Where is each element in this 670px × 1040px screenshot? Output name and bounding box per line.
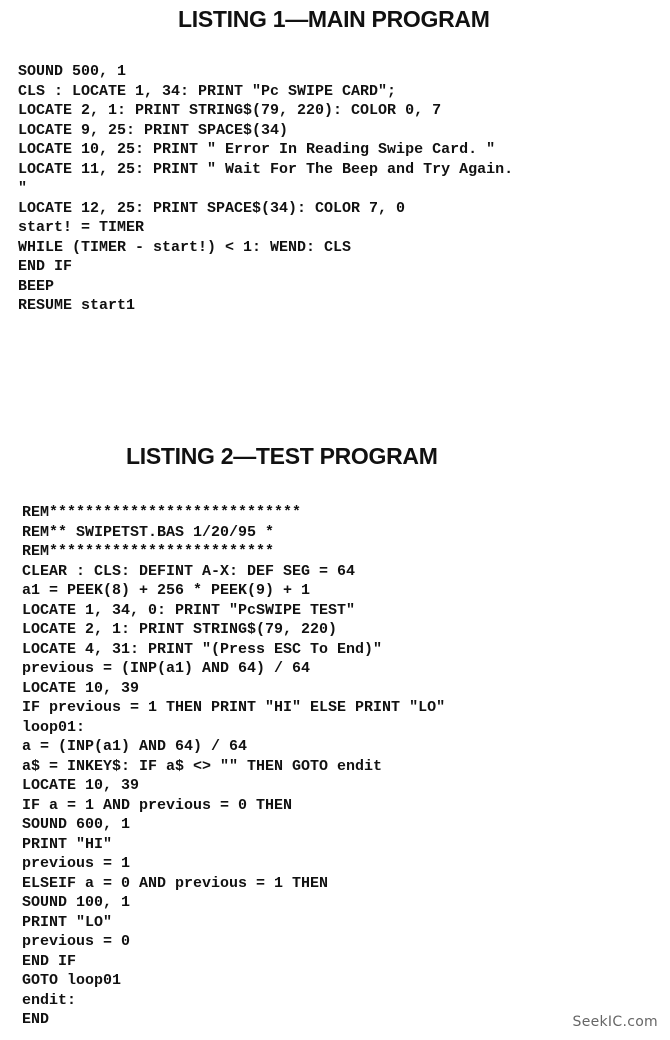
listing-1-title: LISTING 1—MAIN PROGRAM [178, 6, 490, 32]
code-line: END IF [22, 952, 77, 970]
code-line: LOCATE 10, 25: PRINT " Error In Reading Swipe Card. " [18, 141, 496, 158]
code-line: IF a = 1 AND previous = 0 THEN [22, 796, 293, 814]
code-line: LOCATE 12, 25: PRINT SPACE$(34): COLOR 7, 0 [18, 199, 406, 217]
code-line: a = (INP(a1) AND 64) / 64 [22, 738, 248, 755]
watermark: SeekIC.com [572, 1014, 658, 1030]
code-line: END IF [18, 258, 73, 275]
listing-2-code [22, 503, 445, 1030]
code-line: CLEAR : CLS: DEFINT A-X: DEF SEG = 64 [22, 562, 356, 580]
code-line: REM** SWIPETST.BAS 1/20/95 * [22, 523, 275, 541]
code-line: LOCATE 2, 1: PRINT STRING$(79, 220) [22, 621, 338, 638]
code-line: LOCATE 10, 39 [22, 777, 140, 794]
code-line: WHILE (TIMER - start!) < 1: WEND: CLS [18, 238, 352, 256]
code-line: start! = TIMER [18, 219, 145, 236]
code-line: previous = 0 [22, 933, 131, 950]
code-line: LOCATE 11, 25: PRINT " Wait For The Beep and Try Again. [18, 160, 514, 178]
code-line: PRINT "LO" [22, 913, 113, 931]
code-line: CLS : LOCATE 1, 34: PRINT "Pc SWIPE CARD"; [18, 82, 397, 100]
code-line: endit: [22, 991, 77, 1009]
code-line: a$ = INKEY$: IF a$ <> "" THEN GOTO endit [22, 757, 383, 775]
code-line: LOCATE 1, 34, 0: PRINT "PcSWIPE TEST" [22, 601, 356, 619]
code-line: SOUND 100, 1 [22, 894, 131, 911]
listing-2-title: LISTING 2—TEST PROGRAM [126, 443, 438, 469]
listing-1-code [18, 62, 513, 316]
code-line: RESUME start1 [18, 297, 136, 314]
code-line: REM************************* [22, 543, 275, 560]
code-line: LOCATE 9, 25: PRINT SPACE$(34) [18, 121, 289, 139]
code-line: REM**************************** [22, 504, 302, 521]
code-line: END [22, 1011, 50, 1028]
code-line: IF previous = 1 THEN PRINT "HI" ELSE PRINT "LO" [22, 699, 446, 716]
code-line: SOUND 500, 1 [18, 63, 127, 80]
code-line: previous = (INP(a1) AND 64) / 64 [22, 660, 311, 677]
code-line: PRINT "HI" [22, 835, 113, 853]
code-line: GOTO loop01 [22, 972, 122, 989]
code-line: LOCATE 2, 1: PRINT STRING$(79, 220): COLOR 0, 7 [18, 102, 442, 119]
code-line: previous = 1 [22, 855, 131, 872]
code-line: SOUND 600, 1 [22, 816, 131, 833]
code-line: loop01: [22, 718, 86, 736]
code-line: " [18, 180, 28, 197]
code-line: LOCATE 4, 31: PRINT "(Press ESC To End)" [22, 640, 383, 658]
code-line: a1 = PEEK(8) + 256 * PEEK(9) + 1 [22, 582, 311, 599]
code-line: ELSEIF a = 0 AND previous = 1 THEN [22, 874, 329, 892]
code-line: BEEP [18, 277, 55, 295]
code-line: LOCATE 10, 39 [22, 679, 140, 697]
